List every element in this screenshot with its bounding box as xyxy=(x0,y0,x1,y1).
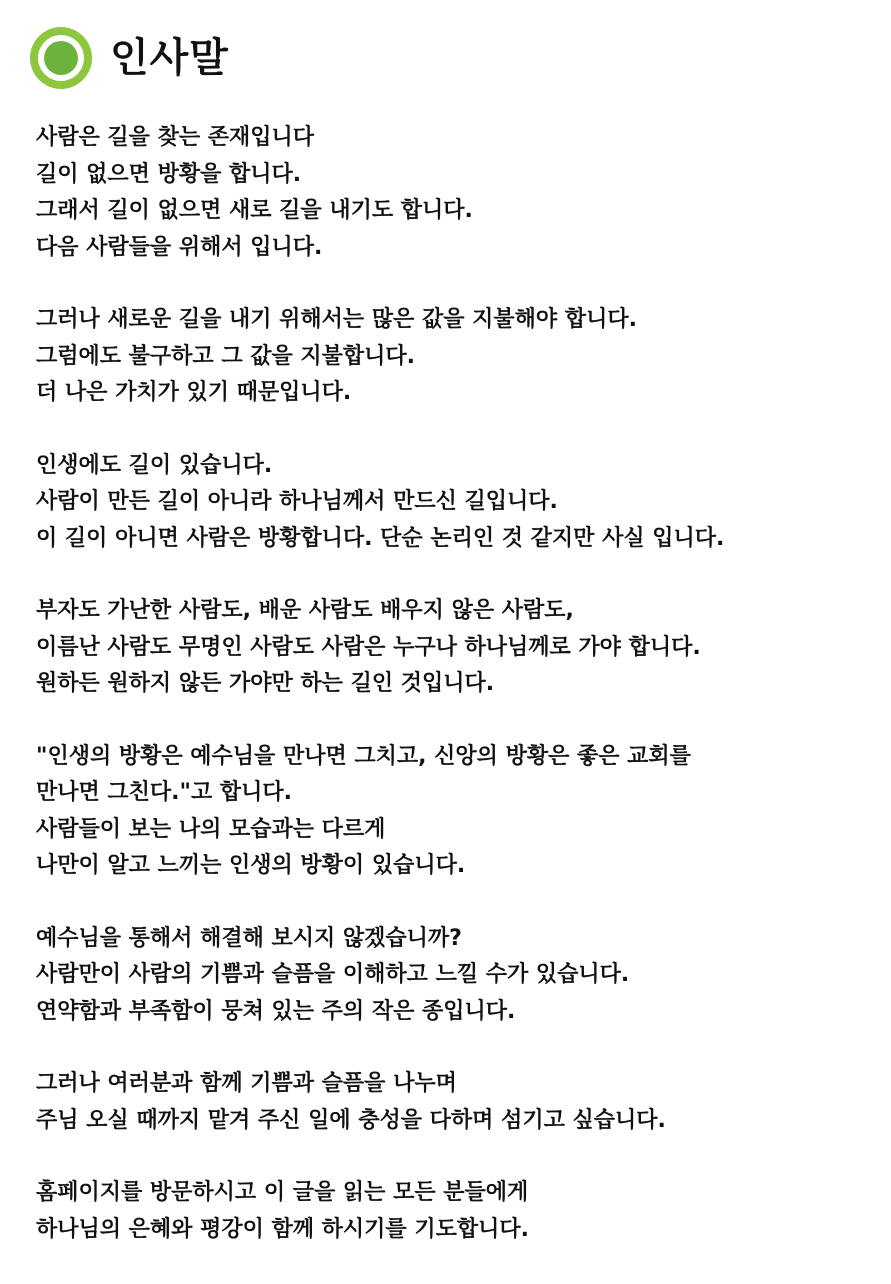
paragraph xyxy=(36,120,866,266)
text-line: 예수님을 통해서 해결해 보시지 않겠습니까? xyxy=(36,925,462,951)
text-line: 사람만이 사람의 기쁨과 슬픔을 이해하고 느낄 수가 있습니다. xyxy=(36,962,630,987)
greeting-body xyxy=(36,120,866,1284)
paragraph xyxy=(36,921,866,1031)
text-line: 그러나 새로운 길을 내기 위해서는 많은 값을 지불해야 합니다. xyxy=(36,307,637,332)
text-line: 부자도 가난한 사람도, 배운 사람도 배우지 않은 사람도, xyxy=(36,598,574,623)
text-line: 하나님의 은혜와 평강이 함께 하시기를 기도합니다. xyxy=(36,1216,529,1242)
text-line: 다음 사람들을 위해서 입니다. xyxy=(36,234,323,260)
paragraph xyxy=(36,593,866,703)
page-title: 인사말 xyxy=(110,35,229,81)
text-line: 그래서 길이 없으면 새로 길을 내기도 합니다. xyxy=(36,198,473,223)
text-line: 원하든 원하지 않든 가야만 하는 길인 것입니다. xyxy=(36,671,495,696)
text-line: 그럼에도 불구하고 그 값을 지불합니다. xyxy=(36,343,416,369)
text-line: 연약함과 부족함이 뭉쳐 있는 주의 작은 종입니다. xyxy=(36,998,516,1024)
green-circle-icon xyxy=(30,27,92,89)
paragraph xyxy=(36,739,866,885)
text-line: 사람은 길을 찾는 존재입니다 xyxy=(36,125,315,150)
page-header xyxy=(30,26,229,90)
text-line: 나만이 알고 느끼는 인생의 방황이 있습니다. xyxy=(36,853,466,878)
text-line: 이름난 사람도 무명인 사람도 사람은 누구나 하나님께로 가야 합니다. xyxy=(36,634,701,660)
paragraph xyxy=(36,302,866,412)
text-line: 만나면 그친다."고 합니다. xyxy=(36,780,293,805)
text-line: 사람이 만든 길이 아니라 하나님께서 만드신 길입니다. xyxy=(36,489,558,514)
text-line: 사람들이 보는 나의 모습과는 다르게 xyxy=(36,816,386,842)
text-line: 이 길이 아니면 사람은 방황합니다. 단순 논리인 것 같지만 사실 입니다. xyxy=(36,525,725,551)
paragraph xyxy=(36,448,866,558)
text-line: 주님 오실 때까지 맡겨 주신 일에 충성을 다하며 섬기고 싶습니다. xyxy=(36,1107,666,1133)
text-line: 홈페이지를 방문하시고 이 글을 읽는 모든 분들에게 xyxy=(36,1180,529,1205)
text-line: 더 나은 가치가 있기 때문입니다. xyxy=(36,380,352,405)
paragraph xyxy=(36,1175,866,1248)
text-line: 그러나 여러분과 함께 기쁨과 슬픔을 나누며 xyxy=(36,1071,457,1096)
text-line: 인생에도 길이 있습니다. xyxy=(36,452,273,478)
text-line: 길이 없으면 방황을 합니다. xyxy=(36,161,302,187)
text-line: "인생의 방황은 예수님을 만나면 그치고, 신앙의 방황은 좋은 교회를 xyxy=(36,743,691,769)
paragraph xyxy=(36,1066,866,1139)
